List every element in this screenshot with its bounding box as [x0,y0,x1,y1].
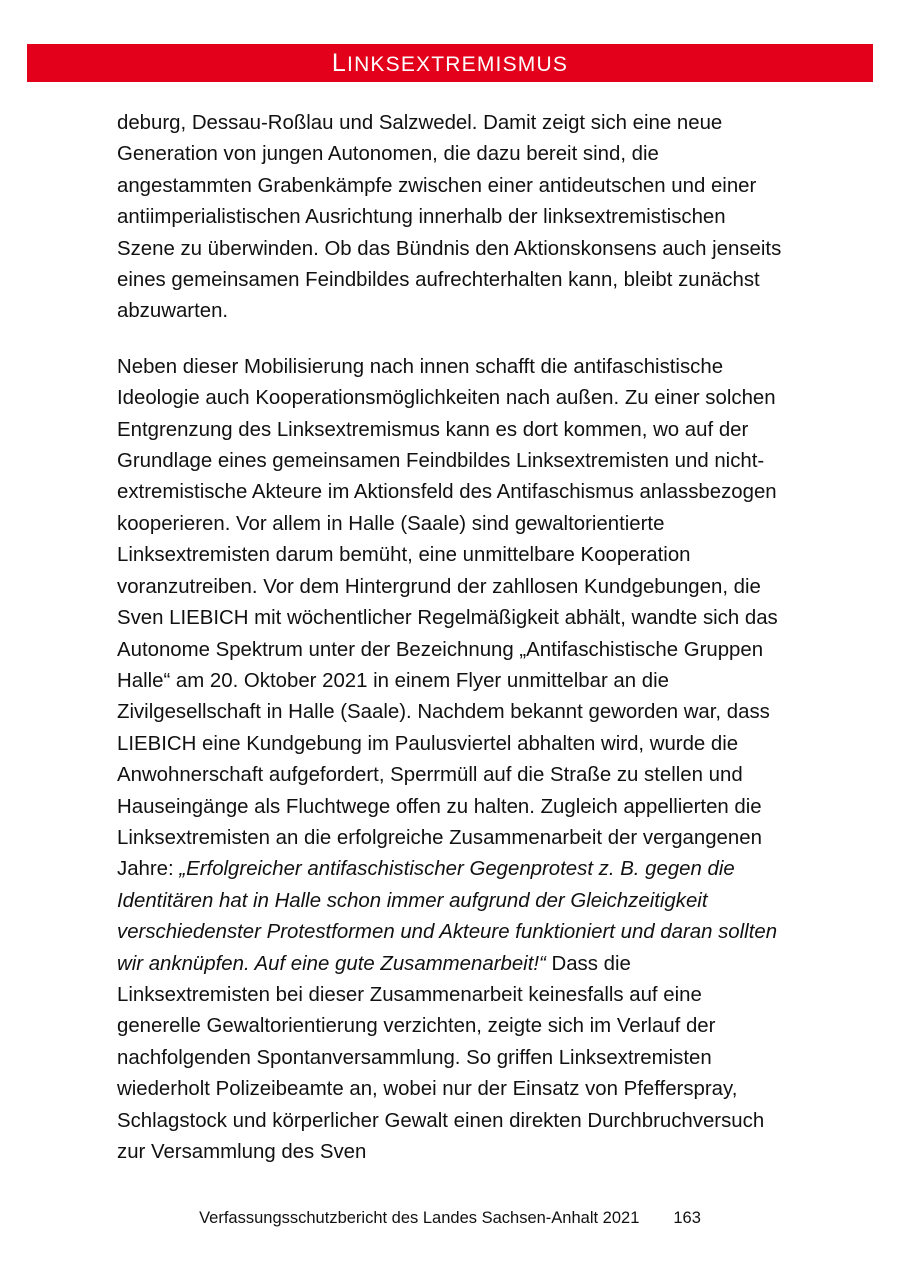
paragraph-2 [117,352,789,1169]
page-header-band [27,44,873,82]
body-text-column [117,108,789,1168]
paragraph-2-run-1: Neben dieser Mobilisierung nach innen schafft die antifaschistische Ideologie auch Kooperationsmöglichkeiten nach außen. Zu einer solchen Entgrenzung des Linksextremismus kann es dort kommen, wo auf der Grundlage eines gemeinsamen Feindbildes Linksextremisten und nicht-extremistische Akteure im Aktionsfeld des Antifaschismus anlassbezogen kooperieren. Vor allem in Halle (Saale) sind gewaltorientierte Linksextremisten darum bemüht, eine unmittelbare Kooperation voranzutreiben. Vor dem Hintergrund der zahllosen Kundgebungen, die Sven LIEBICH mit wöchentlicher Regelmäßigkeit abhält, wandte sich das Autonome Spektrum unter der Bezeichnung „Antifaschistische Gruppen Halle“ am 20. Oktober 2021 in einem Flyer unmittelbar an die Zivilgesellschaft in Halle (Saale). Nachdem bekannt geworden war, dass LIEBICH eine Kundgebung im Paulusviertel abhalten wird, wurde die Anwohnerschaft aufgefordert, Sperrmüll auf die Straße zu stellen und Hauseingänge als Fluchtwege offen zu halten. Zugleich appellierten die Linksextremisten an die erfolgreiche Zusammenarbeit der vergangenen Jahre: [117,355,778,881]
paragraph-2-quote: „Erfolgreicher antifaschistischer Gegenprotest z. B. gegen die Identitären hat in Halle schon immer aufgrund der Gleichzeitigkeit verschiedenster Protestformen und Akteure funktioniert und daran sollten wir anknüpfen. Auf eine gute Zusammenarbeit!“ [117,858,778,975]
paragraph-1-run-1: deburg, Dessau-Roßlau und Salzwedel. Damit zeigt sich eine neue Generation von jungen Autonomen, die dazu bereit sind, die angestammten Grabenkämpfe zwischen einer antideutschen und einer antiimperialistischen Ausrichtung innerhalb der linksextremistischen Szene zu überwinden. Ob das Bündnis den Aktionskonsens auch jenseits eines gemeinsamen Feindbildes aufrechterhalten kann, bleibt zunächst abzuwarten. [117,112,782,323]
footer-source: Verfassungsschutzbericht des Landes Sachsen-Anhalt 2021 [199,1209,640,1227]
footer-page-number: 163 [673,1209,701,1227]
paragraph-2-run-3: Dass die Linksextremisten bei dieser Zusammenarbeit keinesfalls auf eine generelle Gewaltorientierung verzichten, zeigte sich im Verlauf der nachfolgenden Spontanversammlung. So griffen Linksextremisten wiederholt Polizeibeamte an, wobei nur der Einsatz von Pfefferspray, Schlagstock und körperlicher Gewalt einen direkten Durchbruchversuch zur Versammlung des Sven [117,952,765,1163]
page-header-title: LINKSEXTREMISMUS [331,48,569,77]
page-footer [0,1209,900,1228]
paragraph-1 [117,108,789,328]
